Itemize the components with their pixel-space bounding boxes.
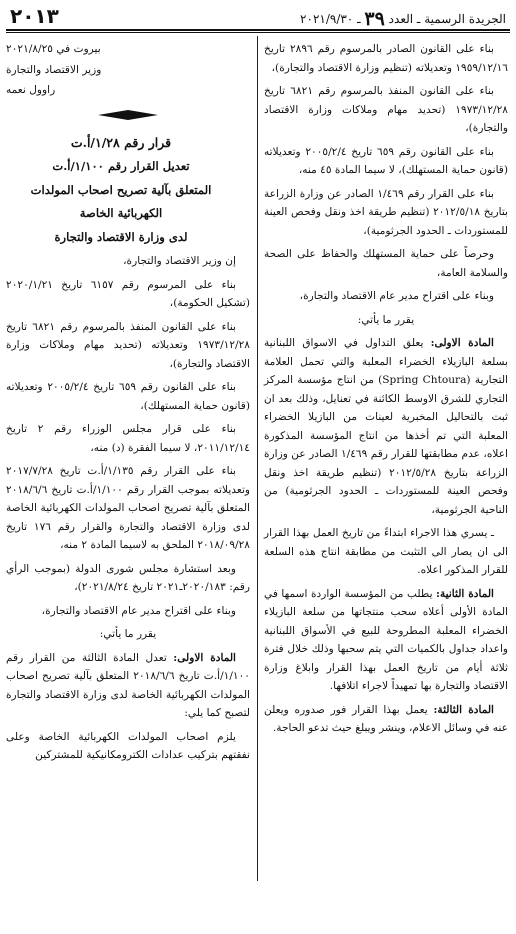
body-paragraph <box>6 560 250 597</box>
subject-line: لدى وزارة الاقتصاد والتجارة <box>54 229 188 244</box>
paragraph-text: وبناء على اقتراح مدير عام الاقتصاد والتجارة، <box>299 290 494 302</box>
signature-title: وزير الاقتصاد والتجارة <box>6 63 102 76</box>
left-column <box>6 40 250 770</box>
decision-body <box>6 252 250 765</box>
header-rule-thin <box>6 32 510 33</box>
paragraph-text: بناء على القانون المنفذ بالمرسوم رقم ٦٨٢١ تاريخ ١٩٧٣/١٢/٢٨ (تحديد مهام وملاكات وزارة الاقتصاد والتجارة)، <box>264 85 508 134</box>
body-paragraph <box>264 524 508 580</box>
body-paragraph <box>264 185 508 241</box>
decision-subject <box>6 157 250 246</box>
signature-block <box>6 40 250 100</box>
article-label: المادة الثالثة: <box>433 703 495 716</box>
paragraph-text: يقرر ما يأتي: <box>357 313 415 326</box>
subject-line: الكهربائية الخاصة <box>79 206 163 220</box>
paragraph-text: إن وزير الاقتصاد والتجارة، <box>123 255 236 267</box>
issue-date: ٢٠٢١/٩/٣٠ <box>300 12 354 26</box>
paragraph-text: وبناء على اقتراح مدير عام الاقتصاد والتجارة، <box>41 604 236 617</box>
issue-number: ٣٩ <box>364 8 385 30</box>
right-column <box>264 40 508 743</box>
paragraph-text: يعمل بهذا القرار فور صدوره ويعلن عنه في وسائل الاعلام، وينشر ويبلغ حيث تدعو الحاجة. <box>264 703 508 734</box>
signature-place-date: بيروت في ٢٠٢١/٨/٢٥ <box>6 43 101 55</box>
body-paragraph <box>6 728 250 765</box>
article-label: المادة الاولى: <box>430 337 494 349</box>
article-paragraph <box>264 701 508 738</box>
body-paragraph <box>264 40 508 77</box>
paragraph-text: ـ يسري هذا الاجراء ابتداءً من تاريخ العمل بهذا القرار الى ان يصار الى التثبت من مطابقة انتاج هذه السلعة للقرار المذكور اعلاه. <box>264 527 508 576</box>
signature-name: راوول نعمه <box>6 84 56 96</box>
article-label: المادة الثانية: <box>436 587 495 600</box>
body-paragraph <box>264 287 508 306</box>
subject-line: المتعلق بآلية تصريح اصحاب المولدات <box>30 182 212 197</box>
article-paragraph <box>264 334 508 519</box>
page-header <box>6 4 510 30</box>
paragraph-text: يعلق التداول في الاسواق اللبنانية بسلعة البازيلاء الخضراء المعلبة والتي تحمل العلامة التجارية (Spring Chtoura) من انتاج مؤسسة المركز التجاري للشرق الاوسط الكائنة في تعنايل، وذلك بعد ان ثبت بالتحاليل المخبرية لعينات من البازيلا الخضراء المعلبة التي تم أخذها من انتاج المؤسسة المذكورة اعلاه، عدم مطابقتها للقرار رقم ١/٤٦٩ الصادر عن وزارة الزراعة بتاريخ ٢٠١٢/٥/٢٨ (تنظيم طريقة اخذ ونقل وفحص العينة للمستوردات ـ الحدود الجرثومية) من الناحية الجرثومية، <box>264 337 508 516</box>
paragraph-text: بناء على القانون المنفذ بالمرسوم رقم ٦٨٢١ تاريخ ١٩٧٣/١٢/٢٨ وتعديلاته (تحديد مهام وملاكات وزارة الاقتصاد والتجارة)، <box>6 320 250 370</box>
paragraph-text: وحرصاً على حماية المستهلك والحفاظ على الصحة والسلامة العامة، <box>264 248 508 279</box>
paragraph-text: بناء على القرار رقم ١/١٣٥/أ.ت تاريخ ٢٠١٧/٧/٢٨ وتعديلاته بموجب القرار رقم ١/١٠٠/أ.ت تاريخ ٢٠١٨/٦/٦ المتعلق بآلية تصريح اصحاب المولدات الكهربائية الخاصة لدى وزارة الاقتصاد والتجارة والقرار رقم ١٧٦ تاريخ ٢٠١٨/٠٩/٢٨ الملحق به لاسيما المادة ٢ منه، <box>6 465 251 551</box>
paragraph-text: بناء على قرار مجلس الوزراء رقم ٢ تاريخ ٢٠١١/١٢/١٤، لا سيما الفقرة (د) منه، <box>6 423 250 454</box>
paragraph-text: يقرر ما يأتي: <box>99 628 157 640</box>
body-paragraph <box>6 276 250 313</box>
body-paragraph <box>6 462 250 555</box>
body-paragraph <box>264 311 508 330</box>
body-paragraph <box>6 602 250 621</box>
subject-line: تعديل القرار رقم ١/١٠٠/أ.ت <box>52 159 190 173</box>
section-ornament <box>98 110 158 120</box>
paragraph-text: وبعد استشارة مجلس شورى الدولة (بموجب الرأي رقم: ٢٠٢٠/١٨٣ـ٢٠٢١ تاريخ ٢٠٢١/٨/٢٤)، <box>6 562 250 593</box>
paragraph-text: بناء على القانون رقم ٦٥٩ تاريخ ٢٠٠٥/٢/٤ وتعديلاته (قانون حماية المستهلك)، <box>6 381 250 412</box>
journal-issue-line: الجريدة الرسمية ـ العدد ٣٩ ـ ٢٠٢١/٩/٣٠ <box>300 8 506 30</box>
body-paragraph <box>6 318 250 374</box>
article-label: المادة الاولى: <box>173 651 236 664</box>
page-number: ٢٠١٣ <box>10 4 59 28</box>
journal-name: الجريدة الرسمية ـ العدد <box>388 12 506 26</box>
paragraph-text: بناء على القرار رقم ١/٤٦٩ الصادر عن وزارة الزراعة بتاريخ ٢٠١٢/٥/١٨ (تنظيم طريقة اخذ ونقل وفحص العينة للمستوردات ـ الحدود الجرثومية)، <box>264 187 508 237</box>
decision-title: قرار رقم ١/٢٨/أ.ت <box>70 134 172 150</box>
article-paragraph <box>264 585 508 696</box>
body-paragraph <box>6 420 250 457</box>
paragraph-text: بناء على المرسوم رقم ٦١٥٧ تاريخ ٢٠٢٠/١/٢١ (تشكيل الحكومة)، <box>6 278 250 309</box>
body-paragraph <box>6 378 250 415</box>
column-divider <box>257 36 258 881</box>
body-paragraph <box>6 252 250 271</box>
article-paragraph <box>6 649 250 723</box>
paragraph-text: بناء على القانون رقم ٦٥٩ تاريخ ٢٠٠٥/٢/٤ وتعديلاته (قانون حماية المستهلك)، لا سيما المادة ٤٥ منه، <box>264 145 508 176</box>
body-paragraph <box>6 625 250 644</box>
body-paragraph <box>264 245 508 282</box>
body-paragraph <box>264 143 508 180</box>
paragraph-text: يطلب من المؤسسة الواردة اسمها في المادة الأولى أعلاه سحب منتجاتها من سلعة البازيلاء الخضراء المعلبة المطروحة للبيع في الأسواق اللبنانية واعداد جداول بالكميات التي يتم سحبها وذلك خلال فترة ثلاثة أيام من تاريخ العمل بهذا القرار وابلاغ وزارة الاقتصاد والتجارة بها تمهيداً لاجراء اتلافها. <box>264 587 508 692</box>
paragraph-text: بناء على القانون الصادر بالمرسوم رقم ٢٨٩٦ تاريخ ١٩٥٩/١٢/١٦ وتعديلاته (تنظيم وزارة الاقتصاد والتجارة)، <box>264 43 508 74</box>
paragraph-text: تعدل المادة الثالثة من القرار رقم ١/١٠٠/أ.ت تاريخ ٢٠١٨/٦/٦ المتعلق بآلية تصريح اصحاب المولدات الكهربائية الخاصة لدى وزارة الاقتصاد والتجارة لتصبح كما يلي: <box>6 651 250 719</box>
header-rule <box>6 29 510 31</box>
body-paragraph <box>264 82 508 138</box>
paragraph-text: يلزم اصحاب المولدات الكهربائية الخاصة وعلى نفقتهم بتركيب عدادات الكترومكانيكية للمشتركين <box>6 730 250 761</box>
